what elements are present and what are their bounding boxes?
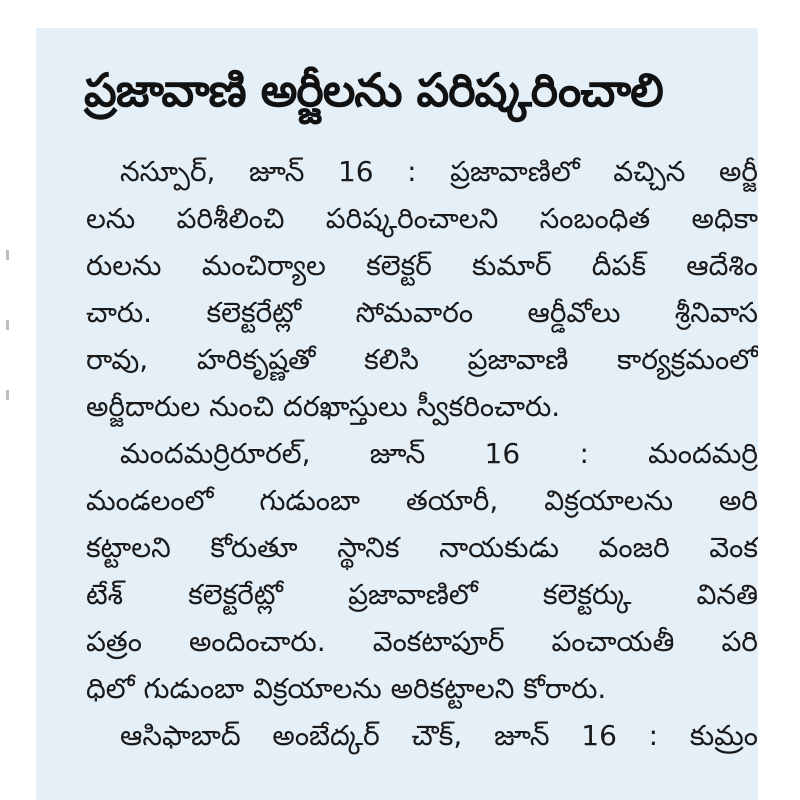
article-line: ధిలో గుడుంబా విక్రయాలను అరికట్టాలని కోరారు. [86,672,607,705]
article-line-cut-off: ఆసిఫాబాద్ అంబేద్కర్ చౌక్, జూన్ 16 : కుమ్రం [120,719,758,752]
article-line: పత్రం అందించారు. వెంకటాపూర్ పంచాయతీ పరి [86,625,758,658]
edge-mark [6,250,9,260]
edge-mark [6,320,9,330]
article-line: రావు, హరికృష్ణతో కలిసి ప్రజావాణి కార్యక్రమంలో [86,343,758,376]
article-line: మందమర్రిరూరల్, జూన్ 16 : మందమర్రి [120,437,758,470]
news-clipping [36,28,758,800]
article-line: రులను మంచిర్యాల కలెక్టర్ కుమార్ దీపక్ ఆదేశిం [86,249,758,282]
headline: ప్రజావాణి అర్జీలను పరిష్కరించాలి [84,63,663,117]
article-line: కట్టాలని కోరుతూ స్థానిక నాయకుడు వంజరి వెంక [86,531,758,564]
article-line: చారు. కలెక్టరేట్లో సోమవారం ఆర్డీవోలు శ్రీనివాస [86,296,758,329]
article-line: టేశ్ కలెక్టరేట్లో ప్రజావాణిలో కలెక్టర్కు వినతి [86,578,758,611]
article-line: నస్పూర్, జూన్ 16 : ప్రజావాణిలో వచ్చిన అర్జీ [120,155,758,188]
edge-mark [6,390,9,400]
article-line: మండలంలో గుడుంబా తయారీ, విక్రయాలను అరి [86,484,758,517]
article-body [86,148,758,759]
article-line: లను పరిశీలించి పరిష్కరించాలని సంబంధిత అధికా [86,202,758,235]
article-line: అర్జీదారుల నుంచి దరఖాస్తులు స్వీకరించారు. [86,390,561,423]
adjacent-column-edge [6,250,10,490]
